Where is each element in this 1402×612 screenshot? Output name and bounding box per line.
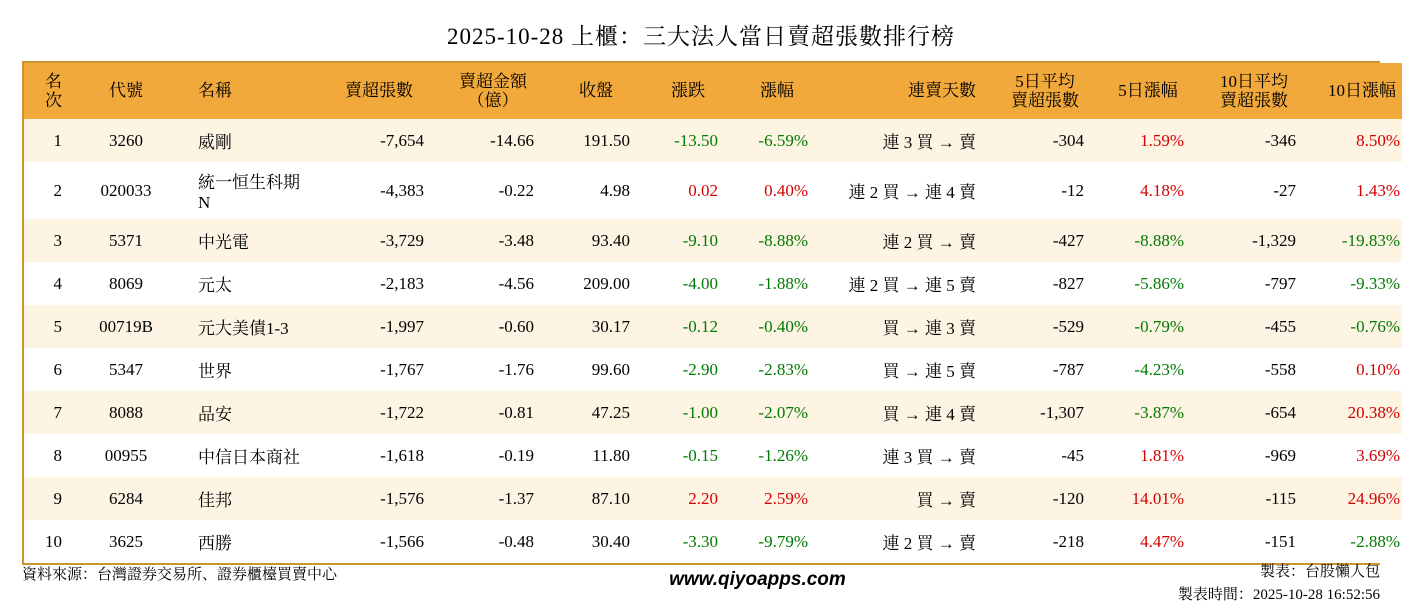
table-row [24,262,1402,305]
table-row [24,219,1402,262]
cell-avg10: -346 [1198,119,1310,162]
cell-rank: 3 [24,219,80,262]
column-header-avg5-label: 5日平均 [1015,71,1075,91]
cell-change: -0.15 [644,434,732,477]
cell-shares: -1,722 [320,391,438,434]
cell-shares: -1,997 [320,305,438,348]
cell-name: 統一恒生科期N [172,162,320,219]
column-header-avg5 [992,63,1098,119]
cell-avg5: -827 [992,262,1098,305]
cell-name: 中光電 [172,219,320,262]
cell-name: 元大美債1-3 [172,305,320,348]
cell-code: 3625 [80,520,172,563]
column-header-amount-sublabel: （億） [467,91,519,110]
cell-avg10: -969 [1198,434,1310,477]
cell-streak: 連 2 買 → 連 4 賣 [822,162,992,219]
cell-change-pct: -1.88% [732,262,822,305]
cell-avg10: -1,329 [1198,219,1310,262]
cell-streak: 連 3 買 → 賣 [822,434,992,477]
cell-change-pct: -8.88% [732,219,822,262]
cell-streak: 買 → 連 3 賣 [822,305,992,348]
table-row [24,391,1402,434]
column-header-pct10 [1310,63,1402,119]
cell-close: 99.60 [548,348,644,391]
cell-rank: 1 [24,119,80,162]
cell-pct5: -4.23% [1098,348,1198,391]
cell-pct5: 4.18% [1098,162,1198,219]
cell-amount: -14.66 [438,119,548,162]
cell-avg10: -455 [1198,305,1310,348]
cell-shares: -4,383 [320,162,438,219]
cell-change: 0.02 [644,162,732,219]
cell-streak: 連 3 買 → 賣 [822,119,992,162]
column-header-pct5-label: 5日漲幅 [1118,81,1178,101]
cell-amount: -0.19 [438,434,548,477]
cell-change-pct: -6.59% [732,119,822,162]
cell-name: 威剛 [172,119,320,162]
cell-pct10: -9.33% [1310,262,1402,305]
table-row [24,348,1402,391]
column-header-rank [24,63,80,119]
cell-avg5: -787 [992,348,1098,391]
cell-name: 世界 [172,348,320,391]
table-row [24,119,1402,162]
table-row [24,477,1402,520]
cell-pct5: 1.59% [1098,119,1198,162]
cell-pct5: -3.87% [1098,391,1198,434]
cell-amount: -1.76 [438,348,548,391]
cell-avg10: -115 [1198,477,1310,520]
cell-avg10: -558 [1198,348,1310,391]
cell-shares: -3,729 [320,219,438,262]
cell-code: 8088 [80,391,172,434]
cell-change-pct: -2.83% [732,348,822,391]
cell-amount: -0.81 [438,391,548,434]
cell-pct10: 24.96% [1310,477,1402,520]
cell-pct5: 14.01% [1098,477,1198,520]
cell-amount: -3.48 [438,219,548,262]
page-title: 2025-10-28 上櫃：三大法人當日賣超張數排行榜 [446,24,956,49]
table-row [24,434,1402,477]
cell-avg5: -12 [992,162,1098,219]
cell-code: 00955 [80,434,172,477]
cell-change-pct: 0.40% [732,162,822,219]
cell-change: -1.00 [644,391,732,434]
table-header-row [24,63,1402,119]
cell-close: 93.40 [548,219,644,262]
cell-shares: -1,576 [320,477,438,520]
cell-change-pct: 2.59% [732,477,822,520]
cell-rank: 7 [24,391,80,434]
cell-pct10: 1.43% [1310,162,1402,219]
cell-close: 87.10 [548,477,644,520]
footer-generated-time: 製表時間：2025-10-28 16:52:56 [1177,586,1380,603]
cell-streak: 買 → 賣 [822,477,992,520]
column-header-change-pct [732,63,822,119]
cell-streak: 連 2 買 → 賣 [822,219,992,262]
table-row [24,162,1402,219]
ranking-table [24,63,1402,563]
cell-rank: 5 [24,305,80,348]
column-header-avg10-label: 10日平均 [1220,71,1288,91]
table-row [24,305,1402,348]
cell-pct5: -8.88% [1098,219,1198,262]
column-header-change-label: 漲跌 [671,81,705,101]
footer-website: www.qiyoapps.com [669,569,846,590]
cell-pct10: -0.76% [1310,305,1402,348]
cell-amount: -0.22 [438,162,548,219]
cell-avg10: -654 [1198,391,1310,434]
cell-rank: 2 [24,162,80,219]
column-header-close [548,63,644,119]
cell-change: -3.30 [644,520,732,563]
cell-name: 品安 [172,391,320,434]
cell-rank: 8 [24,434,80,477]
column-header-code [80,63,172,119]
cell-code: 00719B [80,305,172,348]
column-header-avg5-sublabel: 賣超張數 [1011,91,1079,110]
cell-name: 元太 [172,262,320,305]
column-header-amount [438,63,548,119]
cell-change: -4.00 [644,262,732,305]
cell-change-pct: -2.07% [732,391,822,434]
table-row [24,520,1402,563]
cell-close: 11.80 [548,434,644,477]
column-header-rank-label: 名次 [45,71,62,110]
cell-code: 8069 [80,262,172,305]
cell-amount: -0.48 [438,520,548,563]
cell-change-pct: -1.26% [732,434,822,477]
cell-rank: 6 [24,348,80,391]
cell-change-pct: -9.79% [732,520,822,563]
cell-change-pct: -0.40% [732,305,822,348]
column-header-pct5 [1098,63,1198,119]
cell-code: 3260 [80,119,172,162]
cell-close: 209.00 [548,262,644,305]
cell-pct5: -5.86% [1098,262,1198,305]
cell-avg10: -151 [1198,520,1310,563]
column-header-avg10 [1198,63,1310,119]
ranking-table-container [22,61,1400,565]
page-footer [0,561,1402,606]
cell-pct10: 0.10% [1310,348,1402,391]
cell-streak: 連 2 買 → 賣 [822,520,992,563]
cell-streak: 買 → 連 5 賣 [822,348,992,391]
column-header-shares-label: 賣超張數 [345,81,413,101]
column-header-amount-label: 賣超金額 [459,71,527,91]
column-header-streak-label: 連賣天數 [908,81,976,101]
cell-avg5: -304 [992,119,1098,162]
cell-rank: 9 [24,477,80,520]
cell-name: 佳邦 [172,477,320,520]
cell-avg5: -1,307 [992,391,1098,434]
cell-shares: -1,566 [320,520,438,563]
cell-name: 中信日本商社 [172,434,320,477]
cell-pct5: -0.79% [1098,305,1198,348]
cell-change: 2.20 [644,477,732,520]
column-header-code-label: 代號 [109,81,143,101]
cell-close: 30.17 [548,305,644,348]
cell-close: 47.25 [548,391,644,434]
cell-shares: -7,654 [320,119,438,162]
cell-pct10: -19.83% [1310,219,1402,262]
cell-change: -2.90 [644,348,732,391]
cell-amount: -1.37 [438,477,548,520]
cell-avg5: -120 [992,477,1098,520]
cell-avg10: -27 [1198,162,1310,219]
column-header-close-label: 收盤 [579,81,613,101]
cell-close: 30.40 [548,520,644,563]
cell-rank: 4 [24,262,80,305]
cell-change: -0.12 [644,305,732,348]
cell-amount: -0.60 [438,305,548,348]
cell-code: 020033 [80,162,172,219]
cell-name: 西勝 [172,520,320,563]
cell-pct10: 8.50% [1310,119,1402,162]
cell-shares: -1,618 [320,434,438,477]
cell-pct10: -2.88% [1310,520,1402,563]
cell-avg5: -218 [992,520,1098,563]
column-header-streak [822,63,992,119]
cell-avg5: -427 [992,219,1098,262]
cell-rank: 10 [24,520,80,563]
column-header-pct10-label: 10日漲幅 [1328,81,1396,101]
column-header-change-pct-label: 漲幅 [760,81,794,101]
cell-change: -13.50 [644,119,732,162]
cell-avg10: -797 [1198,262,1310,305]
cell-pct10: 3.69% [1310,434,1402,477]
column-header-shares [320,63,438,119]
cell-avg5: -529 [992,305,1098,348]
column-header-name [172,63,320,119]
footer-meta [1178,561,1380,606]
cell-streak: 買 → 連 4 賣 [822,391,992,434]
column-header-name-label: 名稱 [198,81,232,101]
cell-shares: -1,767 [320,348,438,391]
cell-pct10: 20.38% [1310,391,1402,434]
table-body [24,119,1402,563]
cell-avg5: -45 [992,434,1098,477]
cell-amount: -4.56 [438,262,548,305]
cell-code: 5347 [80,348,172,391]
column-header-change [644,63,732,119]
footer-author: 製表：台股懶人包 [1259,564,1380,580]
cell-code: 6284 [80,477,172,520]
cell-shares: -2,183 [320,262,438,305]
table-header [24,63,1402,119]
footer-source: 資料來源：台灣證券交易所、證券櫃檯買賣中心 [22,567,338,583]
cell-close: 191.50 [548,119,644,162]
cell-change: -9.10 [644,219,732,262]
cell-pct5: 1.81% [1098,434,1198,477]
cell-close: 4.98 [548,162,644,219]
cell-code: 5371 [80,219,172,262]
cell-streak: 連 2 買 → 連 5 賣 [822,262,992,305]
cell-pct5: 4.47% [1098,520,1198,563]
column-header-avg10-sublabel: 賣超張數 [1220,91,1288,110]
